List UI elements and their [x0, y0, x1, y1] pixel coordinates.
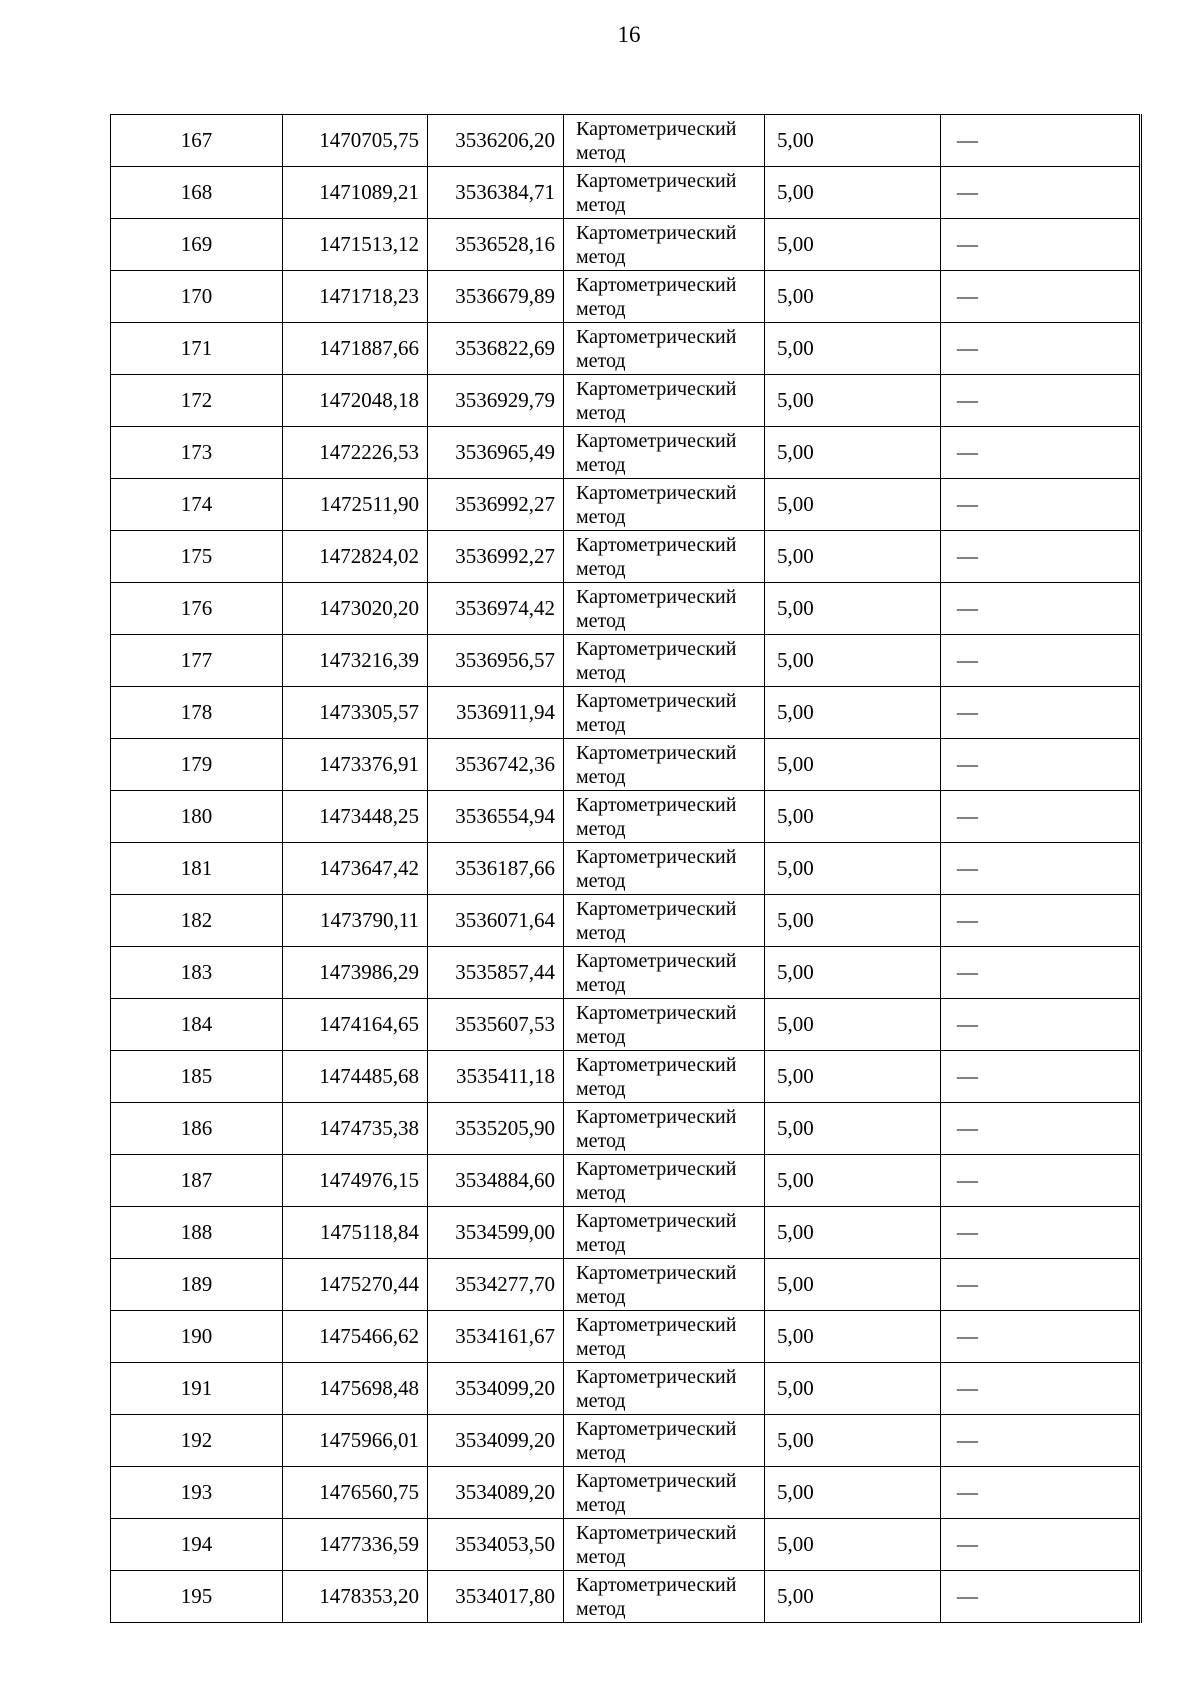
point-number-cell: 174	[111, 479, 283, 531]
point-number-cell: 179	[111, 739, 283, 791]
method-line-1: Картометрический	[576, 1469, 737, 1492]
method-line-2: метод	[576, 609, 626, 632]
method-line-2: метод	[576, 869, 626, 892]
method-cell	[564, 1051, 765, 1103]
y-coordinate-cell: 3534089,20	[428, 1467, 564, 1519]
table-row	[111, 999, 1141, 1051]
method-line-2: метод	[576, 1181, 626, 1204]
x-coordinate-cell: 1471718,23	[283, 271, 428, 323]
y-coordinate-cell: 3536187,66	[428, 843, 564, 895]
method-line-1: Картометрический	[576, 377, 737, 400]
method-cell	[564, 115, 765, 167]
method-cell	[564, 167, 765, 219]
x-coordinate-cell: 1476560,75	[283, 1467, 428, 1519]
accuracy-cell: 5,00	[765, 1519, 941, 1571]
extra-cell: —	[941, 271, 1141, 323]
point-number-cell: 189	[111, 1259, 283, 1311]
table-row	[111, 271, 1141, 323]
method-line-1: Картометрический	[576, 845, 737, 868]
method-cell	[564, 427, 765, 479]
method-line-2: метод	[576, 505, 626, 528]
method-line-2: метод	[576, 1025, 626, 1048]
extra-cell: —	[941, 1467, 1141, 1519]
extra-cell: —	[941, 1207, 1141, 1259]
accuracy-cell: 5,00	[765, 999, 941, 1051]
method-cell	[564, 479, 765, 531]
method-cell	[564, 895, 765, 947]
table-row	[111, 791, 1141, 843]
table-row	[111, 1259, 1141, 1311]
point-number-cell: 183	[111, 947, 283, 999]
accuracy-cell: 5,00	[765, 895, 941, 947]
x-coordinate-cell: 1473020,20	[283, 583, 428, 635]
method-line-1: Картометрический	[576, 1001, 737, 1024]
method-line-2: метод	[576, 1285, 626, 1308]
table-row	[111, 583, 1141, 635]
x-coordinate-cell: 1475466,62	[283, 1311, 428, 1363]
x-coordinate-cell: 1474976,15	[283, 1155, 428, 1207]
method-cell	[564, 1519, 765, 1571]
extra-cell: —	[941, 1519, 1141, 1571]
extra-cell: —	[941, 323, 1141, 375]
point-number-cell: 173	[111, 427, 283, 479]
x-coordinate-cell: 1474735,38	[283, 1103, 428, 1155]
method-line-2: метод	[576, 141, 626, 164]
y-coordinate-cell: 3536929,79	[428, 375, 564, 427]
accuracy-cell: 5,00	[765, 375, 941, 427]
method-line-2: метод	[576, 453, 626, 476]
table-row	[111, 115, 1141, 167]
extra-cell: —	[941, 947, 1141, 999]
accuracy-cell: 5,00	[765, 1363, 941, 1415]
table-row	[111, 1155, 1141, 1207]
method-cell	[564, 323, 765, 375]
accuracy-cell: 5,00	[765, 1207, 941, 1259]
accuracy-cell: 5,00	[765, 947, 941, 999]
method-line-1: Картометрический	[576, 1313, 737, 1336]
method-line-1: Картометрический	[576, 1053, 737, 1076]
method-line-2: метод	[576, 1545, 626, 1568]
x-coordinate-cell: 1472511,90	[283, 479, 428, 531]
method-line-2: метод	[576, 193, 626, 216]
point-number-cell: 187	[111, 1155, 283, 1207]
point-number-cell: 180	[111, 791, 283, 843]
x-coordinate-cell: 1471089,21	[283, 167, 428, 219]
y-coordinate-cell: 3536911,94	[428, 687, 564, 739]
method-line-2: метод	[576, 765, 626, 788]
y-coordinate-cell: 3535607,53	[428, 999, 564, 1051]
accuracy-cell: 5,00	[765, 1103, 941, 1155]
y-coordinate-cell: 3534277,70	[428, 1259, 564, 1311]
method-cell	[564, 375, 765, 427]
method-line-1: Картометрический	[576, 533, 737, 556]
x-coordinate-cell: 1473448,25	[283, 791, 428, 843]
extra-cell: —	[941, 1103, 1141, 1155]
accuracy-cell: 5,00	[765, 479, 941, 531]
method-cell	[564, 947, 765, 999]
method-cell	[564, 1103, 765, 1155]
y-coordinate-cell: 3536679,89	[428, 271, 564, 323]
accuracy-cell: 5,00	[765, 1051, 941, 1103]
point-number-cell: 192	[111, 1415, 283, 1467]
point-number-cell: 177	[111, 635, 283, 687]
x-coordinate-cell: 1474164,65	[283, 999, 428, 1051]
accuracy-cell: 5,00	[765, 1259, 941, 1311]
method-cell	[564, 1155, 765, 1207]
y-coordinate-cell: 3536071,64	[428, 895, 564, 947]
extra-cell: —	[941, 531, 1141, 583]
point-number-cell: 195	[111, 1571, 283, 1623]
extra-cell: —	[941, 1311, 1141, 1363]
y-coordinate-cell: 3536974,42	[428, 583, 564, 635]
table-row	[111, 1207, 1141, 1259]
x-coordinate-cell: 1472226,53	[283, 427, 428, 479]
x-coordinate-cell: 1475698,48	[283, 1363, 428, 1415]
table-row	[111, 1051, 1141, 1103]
table-row	[111, 635, 1141, 687]
y-coordinate-cell: 3536965,49	[428, 427, 564, 479]
extra-cell: —	[941, 1415, 1141, 1467]
x-coordinate-cell: 1473376,91	[283, 739, 428, 791]
method-line-1: Картометрический	[576, 1573, 737, 1596]
extra-cell: —	[941, 739, 1141, 791]
x-coordinate-cell: 1475966,01	[283, 1415, 428, 1467]
method-line-2: метод	[576, 349, 626, 372]
method-cell	[564, 271, 765, 323]
method-line-2: метод	[576, 1597, 626, 1620]
method-line-2: метод	[576, 1389, 626, 1412]
y-coordinate-cell: 3534099,20	[428, 1415, 564, 1467]
point-number-cell: 182	[111, 895, 283, 947]
method-line-1: Картометрический	[576, 169, 737, 192]
y-coordinate-cell: 3535411,18	[428, 1051, 564, 1103]
accuracy-cell: 5,00	[765, 583, 941, 635]
method-cell	[564, 1259, 765, 1311]
method-cell	[564, 1467, 765, 1519]
table-row	[111, 1571, 1141, 1623]
accuracy-cell: 5,00	[765, 739, 941, 791]
y-coordinate-cell: 3536206,20	[428, 115, 564, 167]
accuracy-cell: 5,00	[765, 843, 941, 895]
x-coordinate-cell: 1473305,57	[283, 687, 428, 739]
table-row	[111, 1363, 1141, 1415]
point-number-cell: 170	[111, 271, 283, 323]
x-coordinate-cell: 1478353,20	[283, 1571, 428, 1623]
accuracy-cell: 5,00	[765, 167, 941, 219]
table-row	[111, 479, 1141, 531]
point-number-cell: 171	[111, 323, 283, 375]
extra-cell: —	[941, 791, 1141, 843]
method-line-2: метод	[576, 1337, 626, 1360]
point-number-cell: 191	[111, 1363, 283, 1415]
method-cell	[564, 219, 765, 271]
y-coordinate-cell: 3535857,44	[428, 947, 564, 999]
point-number-cell: 184	[111, 999, 283, 1051]
table-row	[111, 167, 1141, 219]
table-row	[111, 843, 1141, 895]
x-coordinate-cell: 1475118,84	[283, 1207, 428, 1259]
method-cell	[564, 1571, 765, 1623]
extra-cell: —	[941, 1363, 1141, 1415]
method-line-1: Картометрический	[576, 325, 737, 348]
table-row	[111, 687, 1141, 739]
table-row	[111, 427, 1141, 479]
method-line-1: Картометрический	[576, 1105, 737, 1128]
extra-cell: —	[941, 687, 1141, 739]
table-row	[111, 1103, 1141, 1155]
extra-cell: —	[941, 479, 1141, 531]
y-coordinate-cell: 3535205,90	[428, 1103, 564, 1155]
method-line-1: Картометрический	[576, 273, 737, 296]
extra-cell: —	[941, 843, 1141, 895]
y-coordinate-cell: 3536822,69	[428, 323, 564, 375]
method-line-1: Картометрический	[576, 585, 737, 608]
method-cell	[564, 583, 765, 635]
table-row	[111, 375, 1141, 427]
extra-cell: —	[941, 1051, 1141, 1103]
x-coordinate-cell: 1475270,44	[283, 1259, 428, 1311]
accuracy-cell: 5,00	[765, 1571, 941, 1623]
table-row	[111, 895, 1141, 947]
method-line-2: метод	[576, 1493, 626, 1516]
x-coordinate-cell: 1470705,75	[283, 115, 428, 167]
accuracy-cell: 5,00	[765, 531, 941, 583]
page-number: 16	[617, 22, 641, 47]
method-cell	[564, 843, 765, 895]
method-cell	[564, 1207, 765, 1259]
point-number-cell: 193	[111, 1467, 283, 1519]
method-line-1: Картометрический	[576, 949, 737, 972]
y-coordinate-cell: 3536992,27	[428, 479, 564, 531]
extra-cell: —	[941, 635, 1141, 687]
y-coordinate-cell: 3536554,94	[428, 791, 564, 843]
extra-cell: —	[941, 427, 1141, 479]
x-coordinate-cell: 1473986,29	[283, 947, 428, 999]
accuracy-cell: 5,00	[765, 635, 941, 687]
coordinates-table	[110, 114, 1142, 1623]
method-cell	[564, 635, 765, 687]
point-number-cell: 178	[111, 687, 283, 739]
table-row	[111, 1311, 1141, 1363]
method-line-1: Картометрический	[576, 221, 737, 244]
accuracy-cell: 5,00	[765, 219, 941, 271]
y-coordinate-cell: 3536742,36	[428, 739, 564, 791]
extra-cell: —	[941, 1259, 1141, 1311]
x-coordinate-cell: 1471513,12	[283, 219, 428, 271]
point-number-cell: 194	[111, 1519, 283, 1571]
extra-cell: —	[941, 1155, 1141, 1207]
y-coordinate-cell: 3536992,27	[428, 531, 564, 583]
method-line-1: Картометрический	[576, 1417, 737, 1440]
method-cell	[564, 791, 765, 843]
x-coordinate-cell: 1472048,18	[283, 375, 428, 427]
table-row	[111, 1467, 1141, 1519]
extra-cell: —	[941, 999, 1141, 1051]
method-cell	[564, 1311, 765, 1363]
method-cell	[564, 531, 765, 583]
point-number-cell: 186	[111, 1103, 283, 1155]
y-coordinate-cell: 3534884,60	[428, 1155, 564, 1207]
method-line-2: метод	[576, 1233, 626, 1256]
method-line-1: Картометрический	[576, 1365, 737, 1388]
point-number-cell: 176	[111, 583, 283, 635]
method-line-2: метод	[576, 661, 626, 684]
method-line-1: Картометрический	[576, 793, 737, 816]
method-line-2: метод	[576, 245, 626, 268]
extra-cell: —	[941, 115, 1141, 167]
coordinates-table-container	[110, 114, 1140, 1623]
accuracy-cell: 5,00	[765, 427, 941, 479]
table-row	[111, 1415, 1141, 1467]
method-line-2: метод	[576, 1129, 626, 1152]
method-line-2: метод	[576, 401, 626, 424]
method-line-1: Картометрический	[576, 117, 737, 140]
method-line-1: Картометрический	[576, 1209, 737, 1232]
method-line-1: Картометрический	[576, 637, 737, 660]
accuracy-cell: 5,00	[765, 1311, 941, 1363]
point-number-cell: 190	[111, 1311, 283, 1363]
accuracy-cell: 5,00	[765, 1155, 941, 1207]
point-number-cell: 167	[111, 115, 283, 167]
method-line-2: метод	[576, 557, 626, 580]
extra-cell: —	[941, 583, 1141, 635]
x-coordinate-cell: 1473647,42	[283, 843, 428, 895]
point-number-cell: 175	[111, 531, 283, 583]
table-row	[111, 219, 1141, 271]
y-coordinate-cell: 3534053,50	[428, 1519, 564, 1571]
y-coordinate-cell: 3534017,80	[428, 1571, 564, 1623]
y-coordinate-cell: 3536384,71	[428, 167, 564, 219]
method-cell	[564, 1415, 765, 1467]
point-number-cell: 169	[111, 219, 283, 271]
method-line-1: Картометрический	[576, 689, 737, 712]
table-row	[111, 1519, 1141, 1571]
x-coordinate-cell: 1473216,39	[283, 635, 428, 687]
table-row	[111, 947, 1141, 999]
x-coordinate-cell: 1471887,66	[283, 323, 428, 375]
method-line-2: метод	[576, 1441, 626, 1464]
method-line-1: Картометрический	[576, 897, 737, 920]
y-coordinate-cell: 3536956,57	[428, 635, 564, 687]
accuracy-cell: 5,00	[765, 115, 941, 167]
point-number-cell: 181	[111, 843, 283, 895]
extra-cell: —	[941, 375, 1141, 427]
point-number-cell: 168	[111, 167, 283, 219]
table-row	[111, 323, 1141, 375]
y-coordinate-cell: 3536528,16	[428, 219, 564, 271]
method-line-1: Картометрический	[576, 481, 737, 504]
method-line-1: Картометрический	[576, 1521, 737, 1544]
table-row	[111, 531, 1141, 583]
method-line-1: Картометрический	[576, 429, 737, 452]
extra-cell: —	[941, 1571, 1141, 1623]
method-cell	[564, 739, 765, 791]
extra-cell: —	[941, 895, 1141, 947]
x-coordinate-cell: 1472824,02	[283, 531, 428, 583]
y-coordinate-cell: 3534161,67	[428, 1311, 564, 1363]
method-line-1: Картометрический	[576, 1261, 737, 1284]
method-cell	[564, 1363, 765, 1415]
accuracy-cell: 5,00	[765, 271, 941, 323]
extra-cell: —	[941, 167, 1141, 219]
method-line-2: метод	[576, 1077, 626, 1100]
accuracy-cell: 5,00	[765, 791, 941, 843]
accuracy-cell: 5,00	[765, 687, 941, 739]
accuracy-cell: 5,00	[765, 323, 941, 375]
point-number-cell: 185	[111, 1051, 283, 1103]
accuracy-cell: 5,00	[765, 1467, 941, 1519]
point-number-cell: 172	[111, 375, 283, 427]
method-line-1: Картометрический	[576, 741, 737, 764]
method-line-2: метод	[576, 921, 626, 944]
point-number-cell: 188	[111, 1207, 283, 1259]
extra-cell: —	[941, 219, 1141, 271]
method-line-2: метод	[576, 817, 626, 840]
x-coordinate-cell: 1474485,68	[283, 1051, 428, 1103]
y-coordinate-cell: 3534099,20	[428, 1363, 564, 1415]
accuracy-cell: 5,00	[765, 1415, 941, 1467]
coordinates-table-body	[111, 115, 1141, 1623]
method-cell	[564, 999, 765, 1051]
method-line-2: метод	[576, 973, 626, 996]
method-line-1: Картометрический	[576, 1157, 737, 1180]
table-row	[111, 739, 1141, 791]
method-line-2: метод	[576, 713, 626, 736]
method-line-2: метод	[576, 297, 626, 320]
method-cell	[564, 687, 765, 739]
x-coordinate-cell: 1477336,59	[283, 1519, 428, 1571]
x-coordinate-cell: 1473790,11	[283, 895, 428, 947]
y-coordinate-cell: 3534599,00	[428, 1207, 564, 1259]
